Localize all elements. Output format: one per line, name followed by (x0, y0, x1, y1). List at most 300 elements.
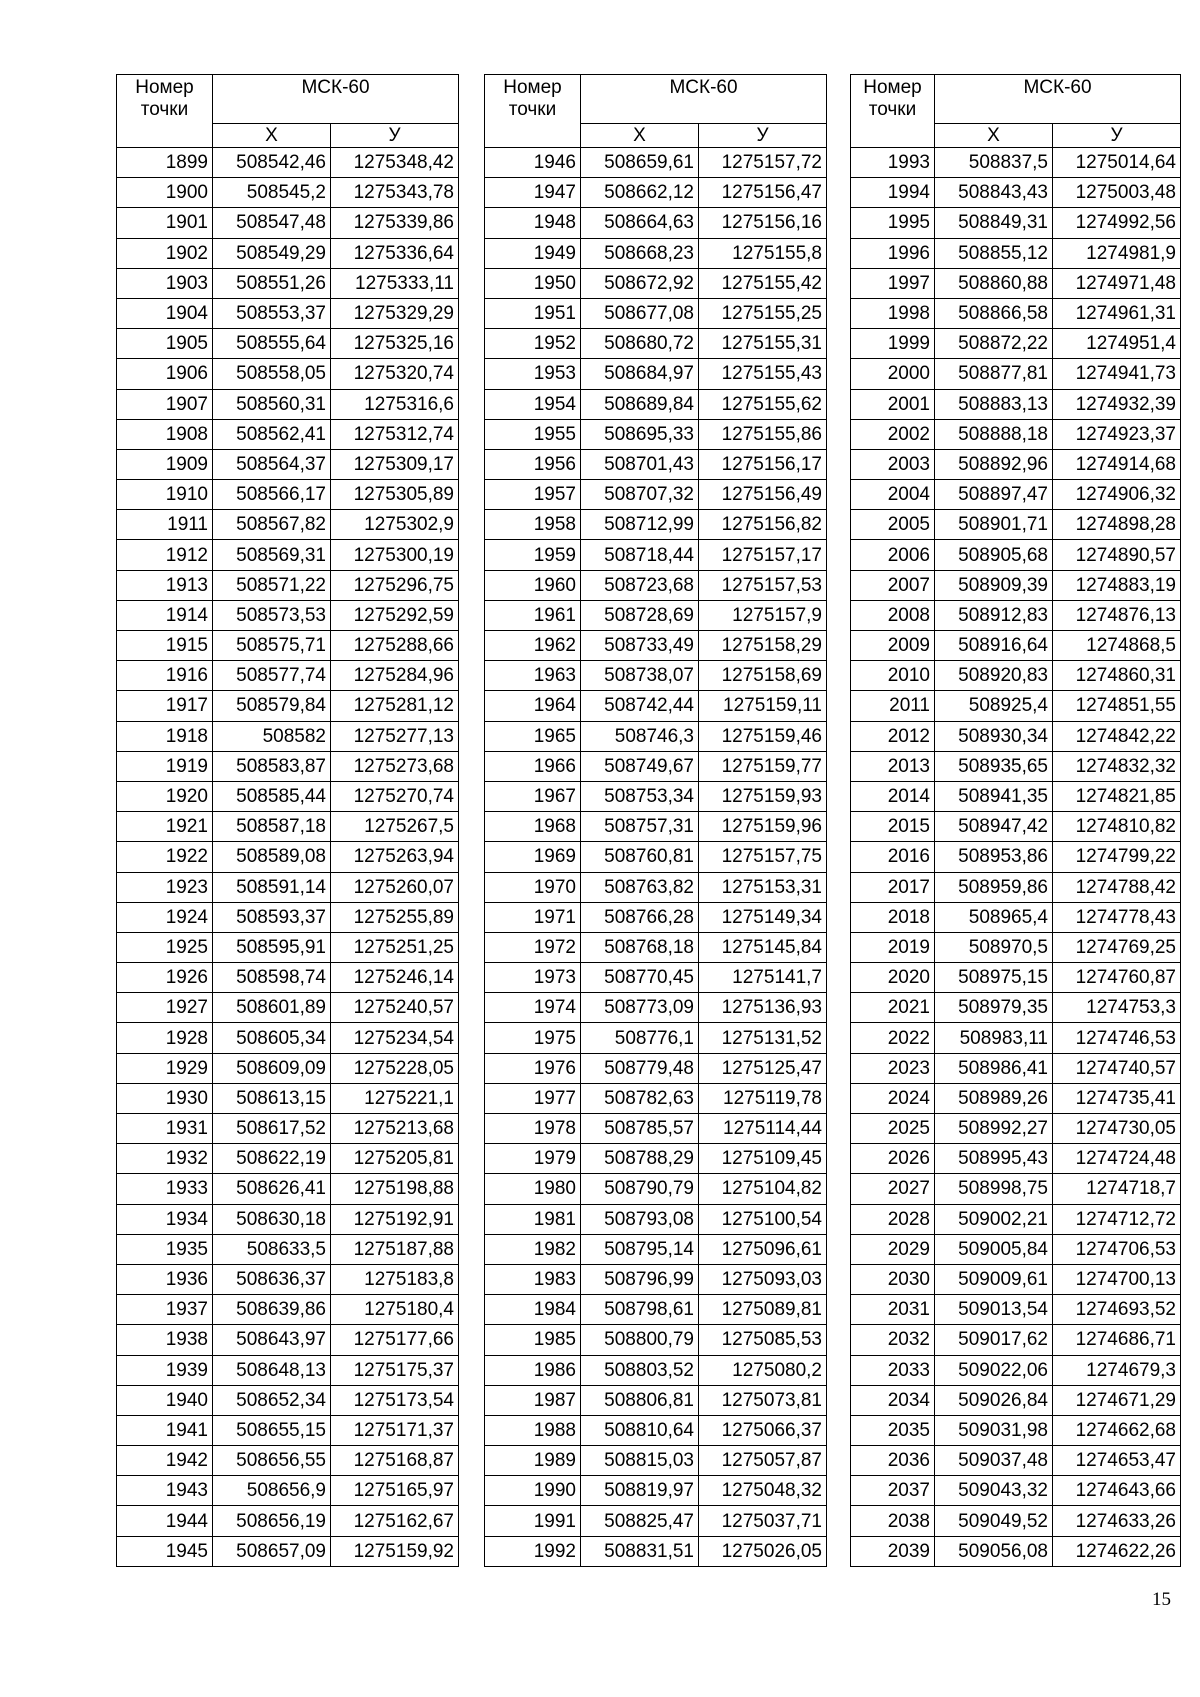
y-coordinate-cell: 1275155,25 (699, 298, 827, 328)
table-row (485, 510, 827, 540)
y-coordinate-cell: 1275089,81 (699, 1295, 827, 1325)
point-number-cell: 1969 (485, 842, 581, 872)
y-coordinate-cell: 1275057,87 (699, 1446, 827, 1476)
point-number-cell: 1907 (117, 389, 213, 419)
x-coordinate-cell: 508622,19 (213, 1144, 331, 1174)
x-coordinate-cell: 508998,75 (935, 1174, 1053, 1204)
y-coordinate-cell: 1274906,32 (1053, 480, 1181, 510)
table-row (851, 902, 1181, 932)
point-number-cell: 1931 (117, 1114, 213, 1144)
table-row (485, 1204, 827, 1234)
table-row (117, 510, 459, 540)
point-number-cell: 1987 (485, 1385, 581, 1415)
x-coordinate-cell: 508810,64 (581, 1415, 699, 1445)
table-row (117, 691, 459, 721)
point-number-cell: 2014 (851, 781, 935, 811)
table-row (117, 1536, 459, 1566)
y-coordinate-cell: 1275177,66 (331, 1325, 459, 1355)
point-number-cell: 1910 (117, 480, 213, 510)
table-body (851, 148, 1181, 1567)
point-number-cell: 1966 (485, 751, 581, 781)
table-row (485, 1174, 827, 1204)
table-row (851, 480, 1181, 510)
x-coordinate-cell: 508930,34 (935, 721, 1053, 751)
table-row (117, 480, 459, 510)
x-coordinate-cell: 508763,82 (581, 872, 699, 902)
point-number-cell: 1906 (117, 359, 213, 389)
y-coordinate-cell: 1275339,86 (331, 208, 459, 238)
point-number-cell: 1900 (117, 178, 213, 208)
table-row (485, 842, 827, 872)
y-coordinate-cell: 1275255,89 (331, 902, 459, 932)
point-number-cell: 1901 (117, 208, 213, 238)
y-coordinate-cell: 1275157,53 (699, 570, 827, 600)
y-coordinate-cell: 1274724,48 (1053, 1144, 1181, 1174)
y-coordinate-cell: 1274981,9 (1053, 238, 1181, 268)
x-coordinate-cell: 508567,82 (213, 510, 331, 540)
y-coordinate-cell: 1275348,42 (331, 148, 459, 178)
x-coordinate-cell: 508652,34 (213, 1385, 331, 1415)
table-row (851, 932, 1181, 962)
table-row (117, 208, 459, 238)
point-number-cell: 1968 (485, 812, 581, 842)
point-number-cell: 2017 (851, 872, 935, 902)
x-coordinate-cell: 508749,67 (581, 751, 699, 781)
x-coordinate-cell: 508806,81 (581, 1385, 699, 1415)
y-coordinate-cell: 1274992,56 (1053, 208, 1181, 238)
y-coordinate-cell: 1275234,54 (331, 1023, 459, 1053)
x-coordinate-cell: 509049,52 (935, 1506, 1053, 1536)
y-coordinate-cell: 1274679,3 (1053, 1355, 1181, 1385)
point-number-cell: 1976 (485, 1053, 581, 1083)
point-number-cell: 1932 (117, 1144, 213, 1174)
x-coordinate-cell: 508785,57 (581, 1114, 699, 1144)
x-coordinate-cell: 509002,21 (935, 1204, 1053, 1234)
point-number-cell: 1965 (485, 721, 581, 751)
table-row (117, 1415, 459, 1445)
point-number-cell: 1977 (485, 1083, 581, 1113)
y-coordinate-cell: 1275302,9 (331, 510, 459, 540)
point-number-cell: 1990 (485, 1476, 581, 1506)
y-coordinate-cell: 1275180,4 (331, 1295, 459, 1325)
x-coordinate-cell: 508555,64 (213, 329, 331, 359)
y-coordinate-cell: 1275168,87 (331, 1446, 459, 1476)
point-number-cell: 1971 (485, 902, 581, 932)
point-number-cell: 1967 (485, 781, 581, 811)
point-number-cell: 1996 (851, 238, 935, 268)
point-number-cell: 1988 (485, 1415, 581, 1445)
y-coordinate-cell: 1275198,88 (331, 1174, 459, 1204)
x-coordinate-cell: 508566,17 (213, 480, 331, 510)
point-number-cell: 1951 (485, 298, 581, 328)
point-number-cell: 2005 (851, 510, 935, 540)
x-coordinate-cell: 508707,32 (581, 480, 699, 510)
x-coordinate-cell: 508979,35 (935, 993, 1053, 1023)
point-number-cell: 1950 (485, 268, 581, 298)
point-number-cell: 2009 (851, 631, 935, 661)
y-coordinate-cell: 1275158,29 (699, 631, 827, 661)
y-coordinate-cell: 1274712,72 (1053, 1204, 1181, 1234)
x-coordinate-cell: 508553,37 (213, 298, 331, 328)
table-row (485, 872, 827, 902)
point-number-header: Номер точки (117, 75, 213, 148)
table-row (485, 1415, 827, 1445)
y-coordinate-cell: 1274890,57 (1053, 540, 1181, 570)
x-coordinate-cell: 508815,03 (581, 1446, 699, 1476)
point-number-cell: 2001 (851, 389, 935, 419)
point-number-cell: 2010 (851, 661, 935, 691)
y-coordinate-cell: 1275073,81 (699, 1385, 827, 1415)
y-coordinate-cell: 1275240,57 (331, 993, 459, 1023)
point-number-cell: 1918 (117, 721, 213, 751)
table-row (485, 1264, 827, 1294)
x-coordinate-cell: 508892,96 (935, 449, 1053, 479)
x-coordinate-cell: 508569,31 (213, 540, 331, 570)
y-coordinate-cell: 1274851,55 (1053, 691, 1181, 721)
y-coordinate-cell: 1275096,61 (699, 1234, 827, 1264)
point-number-cell: 1963 (485, 661, 581, 691)
point-number-cell: 1962 (485, 631, 581, 661)
x-coordinate-cell: 508738,07 (581, 661, 699, 691)
x-coordinate-cell: 508909,39 (935, 570, 1053, 600)
table-row (117, 148, 459, 178)
point-number-cell: 2006 (851, 540, 935, 570)
x-coordinate-cell: 509005,84 (935, 1234, 1053, 1264)
y-coordinate-cell: 1275277,13 (331, 721, 459, 751)
table-row (117, 570, 459, 600)
y-coordinate-cell: 1275157,75 (699, 842, 827, 872)
y-coordinate-cell: 1275066,37 (699, 1415, 827, 1445)
table-row (485, 1114, 827, 1144)
table-row (117, 329, 459, 359)
table-row (485, 268, 827, 298)
x-coordinate-cell: 508630,18 (213, 1204, 331, 1234)
point-number-cell: 2018 (851, 902, 935, 932)
x-coordinate-cell: 508825,47 (581, 1506, 699, 1536)
table-row (485, 449, 827, 479)
x-coordinate-cell: 508855,12 (935, 238, 1053, 268)
point-number-cell: 1936 (117, 1264, 213, 1294)
point-number-cell: 1937 (117, 1295, 213, 1325)
point-number-cell: 1929 (117, 1053, 213, 1083)
table-row (851, 148, 1181, 178)
y-coordinate-cell: 1275158,69 (699, 661, 827, 691)
point-number-cell: 2028 (851, 1204, 935, 1234)
table-row (851, 691, 1181, 721)
y-coordinate-cell: 1274633,26 (1053, 1506, 1181, 1536)
y-coordinate-cell: 1274842,22 (1053, 721, 1181, 751)
y-coordinate-cell: 1275109,45 (699, 1144, 827, 1174)
coordinates-table-3 (850, 74, 1181, 1567)
table-row (851, 631, 1181, 661)
table-row (851, 721, 1181, 751)
table-row (851, 751, 1181, 781)
x-coordinate-cell: 508953,86 (935, 842, 1053, 872)
x-coordinate-cell: 508643,97 (213, 1325, 331, 1355)
x-coordinate-cell: 508662,12 (581, 178, 699, 208)
x-coordinate-cell: 509031,98 (935, 1415, 1053, 1445)
table-row (485, 1053, 827, 1083)
y-coordinate-cell: 1275251,25 (331, 932, 459, 962)
y-coordinate-cell: 1275316,6 (331, 389, 459, 419)
y-coordinate-cell: 1275104,82 (699, 1174, 827, 1204)
x-coordinate-cell: 508995,43 (935, 1144, 1053, 1174)
point-number-cell: 1935 (117, 1234, 213, 1264)
x-coordinate-cell: 508564,37 (213, 449, 331, 479)
y-coordinate-cell: 1274883,19 (1053, 570, 1181, 600)
x-coordinate-cell: 508545,2 (213, 178, 331, 208)
x-coordinate-cell: 508742,44 (581, 691, 699, 721)
table-row (851, 963, 1181, 993)
point-number-cell: 2016 (851, 842, 935, 872)
x-coordinate-cell: 508798,61 (581, 1295, 699, 1325)
y-coordinate-cell: 1275329,29 (331, 298, 459, 328)
y-coordinate-cell: 1274876,13 (1053, 600, 1181, 630)
x-coordinate-cell: 508680,72 (581, 329, 699, 359)
x-coordinate-cell: 508626,41 (213, 1174, 331, 1204)
point-number-cell: 1911 (117, 510, 213, 540)
x-coordinate-cell: 508733,49 (581, 631, 699, 661)
point-number-header: Номер точки (485, 75, 581, 148)
point-number-cell: 2025 (851, 1114, 935, 1144)
point-number-cell: 1947 (485, 178, 581, 208)
x-coordinate-cell: 508866,58 (935, 298, 1053, 328)
table-row (851, 872, 1181, 902)
point-number-cell: 1921 (117, 812, 213, 842)
table-row (851, 1476, 1181, 1506)
y-coordinate-cell: 1275309,17 (331, 449, 459, 479)
table-row (117, 1446, 459, 1476)
point-number-cell: 1975 (485, 1023, 581, 1053)
x-coordinate-cell: 508837,5 (935, 148, 1053, 178)
y-coordinate-cell: 1275156,16 (699, 208, 827, 238)
x-coordinate-cell: 508941,35 (935, 781, 1053, 811)
table-row (117, 781, 459, 811)
y-coordinate-cell: 1275093,03 (699, 1264, 827, 1294)
table-row (485, 1476, 827, 1506)
table-body (485, 148, 827, 1567)
y-coordinate-cell: 1275156,82 (699, 510, 827, 540)
y-coordinate-cell: 1275320,74 (331, 359, 459, 389)
y-coordinate-cell: 1274760,87 (1053, 963, 1181, 993)
y-coordinate-cell: 1275159,11 (699, 691, 827, 721)
point-number-cell: 1985 (485, 1325, 581, 1355)
x-coordinate-cell: 508547,48 (213, 208, 331, 238)
x-coordinate-cell: 508975,15 (935, 963, 1053, 993)
y-coordinate-cell: 1274932,39 (1053, 389, 1181, 419)
table-row (117, 1114, 459, 1144)
x-coordinate-cell: 508656,55 (213, 1446, 331, 1476)
y-coordinate-cell: 1275325,16 (331, 329, 459, 359)
y-coordinate-cell: 1274740,57 (1053, 1053, 1181, 1083)
y-coordinate-cell: 1275085,53 (699, 1325, 827, 1355)
y-coordinate-cell: 1274643,66 (1053, 1476, 1181, 1506)
point-number-cell: 1980 (485, 1174, 581, 1204)
x-coordinate-cell: 509022,06 (935, 1355, 1053, 1385)
x-coordinate-cell: 508905,68 (935, 540, 1053, 570)
table-row (851, 1234, 1181, 1264)
x-coordinate-cell: 508560,31 (213, 389, 331, 419)
table-row (117, 1385, 459, 1415)
point-number-cell: 1945 (117, 1536, 213, 1566)
y-coordinate-cell: 1275175,37 (331, 1355, 459, 1385)
table-row (485, 359, 827, 389)
y-coordinate-cell: 1275343,78 (331, 178, 459, 208)
table-row (851, 238, 1181, 268)
table-row (117, 751, 459, 781)
point-number-cell: 2023 (851, 1053, 935, 1083)
x-coordinate-cell: 508796,99 (581, 1264, 699, 1294)
point-number-cell: 1941 (117, 1415, 213, 1445)
point-number-cell: 2037 (851, 1476, 935, 1506)
table-row (851, 268, 1181, 298)
y-coordinate-cell: 1275014,64 (1053, 148, 1181, 178)
table-row (485, 1023, 827, 1053)
x-coordinate-cell: 508770,45 (581, 963, 699, 993)
y-coordinate-cell: 1275183,8 (331, 1264, 459, 1294)
y-coordinate-cell: 1275159,96 (699, 812, 827, 842)
point-number-cell: 1955 (485, 419, 581, 449)
y-coordinate-cell: 1275273,68 (331, 751, 459, 781)
table-row (485, 148, 827, 178)
x-coordinate-cell: 508793,08 (581, 1204, 699, 1234)
table-row (485, 1536, 827, 1566)
x-coordinate-cell: 508883,13 (935, 389, 1053, 419)
point-number-cell: 1917 (117, 691, 213, 721)
point-number-cell: 2029 (851, 1234, 935, 1264)
x-coordinate-cell: 508897,47 (935, 480, 1053, 510)
x-coordinate-cell: 508925,4 (935, 691, 1053, 721)
point-number-cell: 2024 (851, 1083, 935, 1113)
point-number-cell: 1949 (485, 238, 581, 268)
y-coordinate-cell: 1275157,72 (699, 148, 827, 178)
table-row (485, 902, 827, 932)
table-row (485, 691, 827, 721)
table-row (117, 600, 459, 630)
table-row (851, 1506, 1181, 1536)
x-coordinate-cell: 508773,09 (581, 993, 699, 1023)
y-coordinate-cell: 1275159,46 (699, 721, 827, 751)
y-coordinate-cell: 1274653,47 (1053, 1446, 1181, 1476)
y-coordinate-cell: 1275246,14 (331, 963, 459, 993)
y-coordinate-cell: 1274700,13 (1053, 1264, 1181, 1294)
table-row (117, 932, 459, 962)
x-coordinate-cell: 508549,29 (213, 238, 331, 268)
y-coordinate-cell: 1275221,1 (331, 1083, 459, 1113)
point-number-cell: 2011 (851, 691, 935, 721)
point-number-cell: 2019 (851, 932, 935, 962)
x-coordinate-cell: 508766,28 (581, 902, 699, 932)
x-coordinate-cell: 508965,4 (935, 902, 1053, 932)
point-number-cell: 2036 (851, 1446, 935, 1476)
y-coordinate-cell: 1274671,29 (1053, 1385, 1181, 1415)
table-row (485, 419, 827, 449)
point-number-cell: 1953 (485, 359, 581, 389)
table-row (851, 298, 1181, 328)
x-coordinate-cell: 508542,46 (213, 148, 331, 178)
point-number-cell: 2039 (851, 1536, 935, 1566)
table-row (485, 540, 827, 570)
x-coordinate-cell: 508983,11 (935, 1023, 1053, 1053)
table-row (117, 993, 459, 1023)
table-row (851, 1264, 1181, 1294)
point-number-cell: 1999 (851, 329, 935, 359)
y-coordinate-cell: 1274622,26 (1053, 1536, 1181, 1566)
point-number-cell: 2015 (851, 812, 935, 842)
table-row (117, 631, 459, 661)
table-row (117, 1264, 459, 1294)
table-row (117, 298, 459, 328)
x-coordinate-cell: 508831,51 (581, 1536, 699, 1566)
x-coordinate-cell: 508695,33 (581, 419, 699, 449)
table-row (485, 1295, 827, 1325)
y-coordinate-cell: 1274735,41 (1053, 1083, 1181, 1113)
y-coordinate-cell: 1274810,82 (1053, 812, 1181, 842)
table-row (485, 208, 827, 238)
point-number-cell: 1994 (851, 178, 935, 208)
x-coordinate-cell: 508598,74 (213, 963, 331, 993)
y-coordinate-cell: 1275155,8 (699, 238, 827, 268)
x-coordinate-cell: 508901,71 (935, 510, 1053, 540)
point-number-cell: 1997 (851, 268, 935, 298)
x-coordinate-cell: 508585,44 (213, 781, 331, 811)
point-number-cell: 2003 (851, 449, 935, 479)
x-coordinate-cell: 508605,34 (213, 1023, 331, 1053)
point-number-cell: 1943 (117, 1476, 213, 1506)
x-coordinate-cell: 508760,81 (581, 842, 699, 872)
table-row (485, 1234, 827, 1264)
y-coordinate-cell: 1275155,31 (699, 329, 827, 359)
y-coordinate-cell: 1274788,42 (1053, 872, 1181, 902)
table-row (117, 963, 459, 993)
x-coordinate-cell: 508819,97 (581, 1476, 699, 1506)
table-row (117, 1144, 459, 1174)
y-coordinate-cell: 1275080,2 (699, 1355, 827, 1385)
x-coordinate-cell: 508757,31 (581, 812, 699, 842)
x-coordinate-cell: 508849,31 (935, 208, 1053, 238)
point-number-cell: 2007 (851, 570, 935, 600)
table-row (117, 842, 459, 872)
table-row (485, 298, 827, 328)
y-coordinate-cell: 1274753,3 (1053, 993, 1181, 1023)
point-number-cell: 1954 (485, 389, 581, 419)
table-row (851, 570, 1181, 600)
y-coordinate-cell: 1275003,48 (1053, 178, 1181, 208)
point-number-cell: 1938 (117, 1325, 213, 1355)
point-number-cell: 1978 (485, 1114, 581, 1144)
y-coordinate-cell: 1275157,9 (699, 600, 827, 630)
y-coordinate-cell: 1274860,31 (1053, 661, 1181, 691)
point-number-cell: 1989 (485, 1446, 581, 1476)
y-header: У (699, 124, 827, 148)
y-coordinate-cell: 1275156,47 (699, 178, 827, 208)
point-number-cell: 1992 (485, 1536, 581, 1566)
table-row (117, 812, 459, 842)
table-row (117, 1355, 459, 1385)
table-row (851, 1144, 1181, 1174)
point-number-cell: 1983 (485, 1264, 581, 1294)
x-coordinate-cell: 508728,69 (581, 600, 699, 630)
point-number-cell: 2033 (851, 1355, 935, 1385)
table-row (485, 1144, 827, 1174)
x-coordinate-cell: 508551,26 (213, 268, 331, 298)
table-row (117, 268, 459, 298)
table-row (485, 1355, 827, 1385)
x-coordinate-cell: 508562,41 (213, 419, 331, 449)
table-row (851, 1325, 1181, 1355)
point-number-cell: 2035 (851, 1415, 935, 1445)
x-coordinate-cell: 508579,84 (213, 691, 331, 721)
